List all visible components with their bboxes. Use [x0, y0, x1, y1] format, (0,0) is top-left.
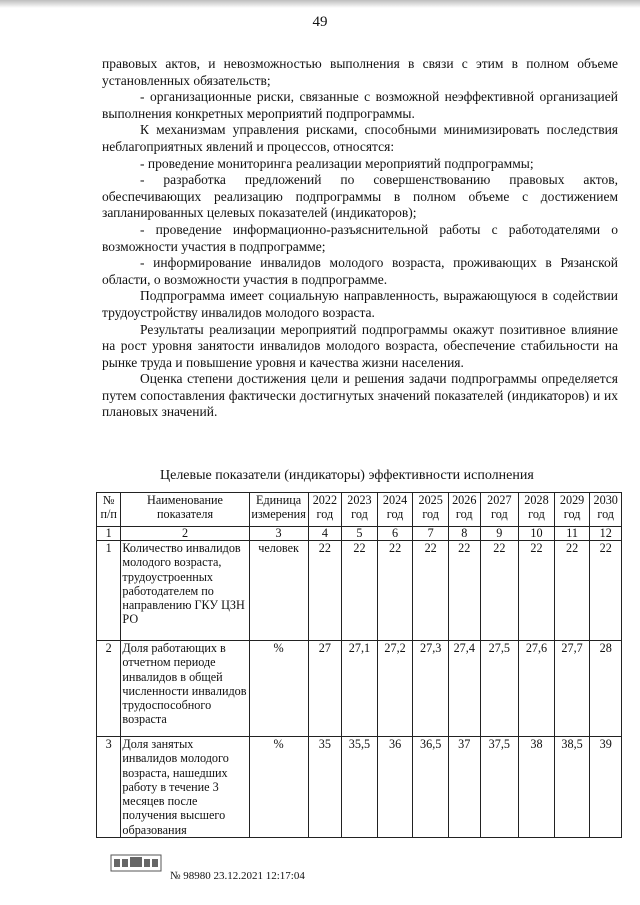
table-header-cell: 2024 год: [377, 493, 413, 527]
table-cell: 38: [519, 737, 555, 838]
indicators-table: [96, 492, 622, 838]
table-cell: 22: [480, 541, 519, 641]
column-number-cell: 2: [121, 527, 249, 541]
table-cell: 27: [308, 641, 342, 737]
table-header-cell: № п/п: [97, 493, 121, 527]
table-cell: 27,5: [480, 641, 519, 737]
column-number-cell: 1: [97, 527, 121, 541]
table-cell: 27,3: [413, 641, 449, 737]
paragraph: - разработка предложений по совершенствованию правовых актов, обеспечивающих реализацию подпрограммы в полном объеме с достижением запланированных целевых показателей (индикаторов);: [102, 172, 618, 221]
table-cell: 35,5: [342, 737, 378, 838]
body-text: [102, 56, 618, 421]
table-cell: 39: [590, 737, 622, 838]
column-number-cell: 7: [413, 527, 449, 541]
paragraph: - информирование инвалидов молодого возраста, проживающих в Рязанской области, о возможности участия в подпрограмме.: [102, 255, 618, 287]
indicator-name-cell: Количество инвалидов молодого возраста, трудоустроенных работодателем по направлению ГКУ ЦЗН РО: [121, 541, 249, 641]
paragraph: Оценка степени достижения цели и решения задачи подпрограммы определяется путем сопоставления фактически достигнутых значений показателей (индикаторов) и их плановых значений.: [102, 371, 618, 420]
table-cell: 27,2: [377, 641, 413, 737]
column-number-cell: 5: [342, 527, 378, 541]
table-cell: 22: [308, 541, 342, 641]
table-cell: 22: [377, 541, 413, 641]
paragraph: Результаты реализации мероприятий подпрограммы окажут позитивное влияние на рост уровня занятости инвалидов молодого возраста, обеспечение стабильности на рынке труда и повышение уровня и качества жизни населения.: [102, 321, 618, 370]
table-cell: 1: [97, 541, 121, 641]
table-header-cell: 2025 год: [413, 493, 449, 527]
table-cell: человек: [249, 541, 308, 641]
column-number-cell: 9: [480, 527, 519, 541]
table-cell: 27,7: [554, 641, 590, 737]
table-cell: 36,5: [413, 737, 449, 838]
table-cell: 28: [590, 641, 622, 737]
page-top-edge: [0, 0, 640, 8]
table-cell: %: [249, 737, 308, 838]
table-cell: 22: [590, 541, 622, 641]
table-cell: 27,1: [342, 641, 378, 737]
table-cell: 38,5: [554, 737, 590, 838]
table-row: [97, 641, 622, 737]
table-cell: 22: [413, 541, 449, 641]
column-number-cell: 11: [554, 527, 590, 541]
table-cell: 3: [97, 737, 121, 838]
table-header-cell: 2026 год: [448, 493, 480, 527]
indicator-name-cell: Доля занятых инвалидов молодого возраста, нашедших работу в течение 3 месяцев после получения высшего образования: [121, 737, 249, 838]
table-header-cell: 2028 год: [519, 493, 555, 527]
table-cell: 37: [448, 737, 480, 838]
table-cell: 22: [519, 541, 555, 641]
table-cell: 35: [308, 737, 342, 838]
table-header-cell: 2027 год: [480, 493, 519, 527]
table-header-cell: 2022 год: [308, 493, 342, 527]
table-column-numbers-row: [97, 527, 622, 541]
registration-stamp: № 98980 23.12.2021 12:17:04: [170, 870, 305, 882]
paragraph: правовых актов, и невозможностью выполнения в связи с этим в полном объеме установленных обязательств;: [102, 56, 618, 88]
table-cell: 2: [97, 641, 121, 737]
table-cell: 22: [448, 541, 480, 641]
table-cell: 27,6: [519, 641, 555, 737]
column-number-cell: 12: [590, 527, 622, 541]
table-cell: 37,5: [480, 737, 519, 838]
column-number-cell: 8: [448, 527, 480, 541]
paragraph: - проведение информационно-разъяснительной работы с работодателями о возможности участия в подпрограмме;: [102, 221, 618, 254]
table-cell: 36: [377, 737, 413, 838]
paragraph: Подпрограмма имеет социальную направленность, выражающуюся в содействии трудоустройству инвалидов молодого возраста.: [102, 288, 618, 320]
table-header-cell: 2023 год: [342, 493, 378, 527]
electronic-signature-stamp-icon: [110, 852, 162, 874]
table-header-cell: Наименование показателя: [121, 493, 249, 527]
table-header-row: [97, 493, 622, 527]
table-row: [97, 737, 622, 838]
table-header-cell: 2030 год: [590, 493, 622, 527]
paragraph: - проведение мониторинга реализации мероприятий подпрограммы;: [140, 155, 534, 171]
column-number-cell: 6: [377, 527, 413, 541]
table-cell: 22: [342, 541, 378, 641]
indicator-name-cell: Доля работающих в отчетном периоде инвалидов в общей численности инвалидов трудоспособного возраста: [121, 641, 249, 737]
column-number-cell: 4: [308, 527, 342, 541]
table-header-cell: Единица измерения: [249, 493, 308, 527]
table-header-cell: 2029 год: [554, 493, 590, 527]
table-cell: 27,4: [448, 641, 480, 737]
table-cell: %: [249, 641, 308, 737]
table-caption: Целевые показатели (индикаторы) эффективности исполнения: [160, 468, 534, 483]
paragraph: К механизмам управления рисками, способными минимизировать последствия неблагоприятных явлений и процессов, относятся:: [102, 122, 618, 154]
column-number-cell: 10: [519, 527, 555, 541]
column-number-cell: 3: [249, 527, 308, 541]
table-cell: 22: [554, 541, 590, 641]
paragraph: - организационные риски, связанные с возможной неэффективной организацией выполнения конкретных мероприятий подпрограммы.: [102, 89, 618, 121]
page-number: 49: [312, 14, 328, 30]
table-row: [97, 541, 622, 641]
